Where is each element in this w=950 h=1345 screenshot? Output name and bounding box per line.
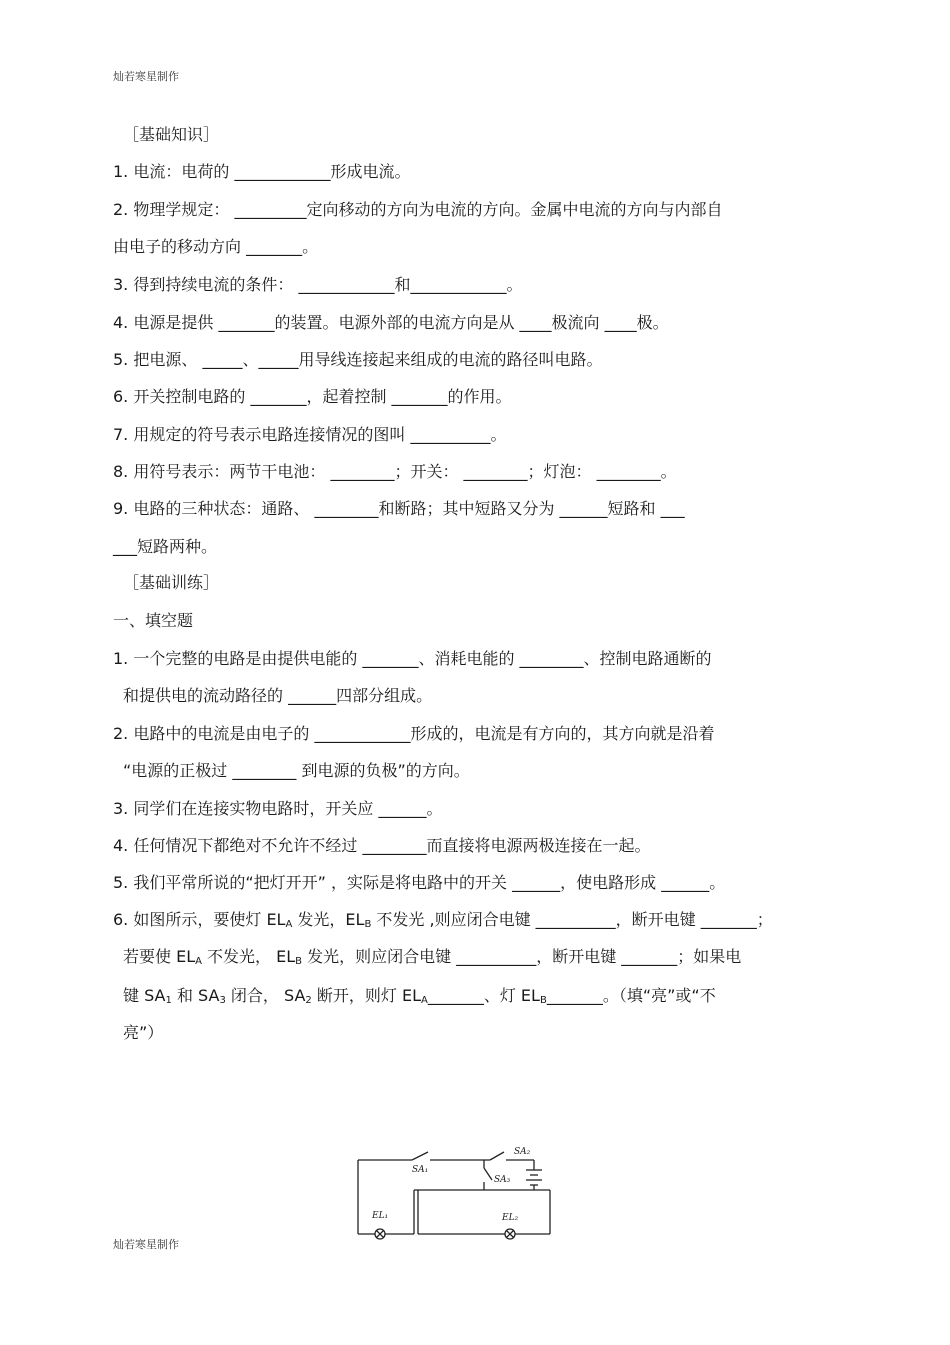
q6-text: 发光，EL: [292, 910, 365, 929]
subscript: A: [195, 956, 202, 967]
knowledge-line-8: 8. 用符号表示：两节干电池： ________；开关： ________；灯泡： ________。: [113, 462, 677, 481]
knowledge-line-6: 6. 开关控制电路的 _______，起着控制 _______的作用。: [113, 387, 512, 406]
page-footer: 灿若寒星制作: [113, 1238, 179, 1251]
switch-sa2-label: SA₂: [514, 1147, 531, 1157]
q6-line-1: [113, 910, 773, 935]
knowledge-line-1: 1. 电流：电荷的 ____________形成电流。: [113, 162, 411, 181]
switch-sa1-label: SA₁: [412, 1165, 429, 1175]
subscript: A: [420, 995, 428, 1006]
training-line-1-cont: 和提供电的流动路径的 ______四部分组成。: [123, 686, 433, 705]
switch-sa3-label: SA₃: [494, 1175, 511, 1185]
knowledge-line-3: 3. 得到持续电流的条件： ____________和____________。: [113, 275, 523, 294]
knowledge-line-2-cont: 由电子的移动方向 _______。: [113, 237, 319, 256]
lamp-el2-label: EL₂: [502, 1213, 519, 1223]
q6-line-3: [123, 986, 716, 1011]
section-basic-training: ［基础训练］: [123, 573, 220, 592]
q6-text: _______。（填“亮”或“不: [546, 986, 716, 1005]
subscript: B: [364, 919, 372, 930]
knowledge-line-9-cont: ___短路两种。: [113, 537, 218, 556]
q6-text: 和 SA: [171, 986, 220, 1005]
training-line-2-cont: “电源的正极过 ________ 到电源的负极”的方向。: [123, 761, 470, 780]
q6-text: 闭合， SA: [225, 986, 306, 1005]
knowledge-line-7: 7. 用规定的符号表示电路连接情况的图叫 __________。: [113, 425, 507, 444]
q6-text: 键 SA: [123, 986, 166, 1005]
lamp-el1-label: EL₁: [372, 1211, 389, 1221]
q6-text: 断开，则灯 EL: [311, 986, 421, 1005]
q6-line-4: 亮”）: [123, 1023, 164, 1042]
q6-text: 6. 如图所示，要使灯 EL: [113, 910, 286, 929]
subscript: 2: [305, 995, 312, 1006]
section-basic-knowledge: ［基础知识］: [123, 125, 220, 144]
subscript: 3: [219, 995, 226, 1006]
q6-text: 不发光 ,则应闭合电键 __________，断开电键 _______；: [371, 910, 773, 929]
training-line-1: 1. 一个完整的电路是由提供电能的 _______、消耗电能的 ________、控制电路通断的: [113, 649, 712, 668]
page-header: 灿若寒星制作: [113, 70, 179, 83]
training-line-2: 2. 电路中的电流是由电子的 ____________形成的，电流是有方向的，其方向就是沿着: [113, 724, 715, 743]
subscript: B: [539, 995, 547, 1006]
knowledge-line-2: 2. 物理学规定： _________定向移动的方向为电流的方向。金属中电流的方向与内部自: [113, 200, 723, 219]
section-fill-blank: 一、填空题: [113, 611, 194, 630]
q6-text: 若要使 EL: [123, 947, 196, 966]
knowledge-line-9: 9. 电路的三种状态：通路、 ________和断路；其中短路又分为 ______短路和 ___: [113, 499, 685, 518]
q6-text: 发光，则应闭合电键 __________，断开电键 _______；如果电: [302, 947, 742, 966]
q6-line-2: [123, 947, 741, 972]
knowledge-line-5: 5. 把电源、 _____、_____用导线连接起来组成的电流的路径叫电路。: [113, 350, 603, 369]
q6-text: 不发光， EL: [201, 947, 296, 966]
knowledge-line-4: 4. 电源是提供 _______的装置。电源外部的电流方向是从 ____极流向 ____极。: [113, 313, 669, 332]
circuit-diagram: [352, 1142, 562, 1242]
subscript: 1: [165, 995, 172, 1006]
subscript: A: [285, 919, 293, 930]
q6-text: _______、灯 EL: [427, 986, 540, 1005]
training-line-5: 5. 我们平常所说的“把灯开开” ，实际是将电路中的开关 ______，使电路形成 ______。: [113, 873, 726, 892]
training-line-3: 3. 同学们在连接实物电路时，开关应 ______。: [113, 799, 443, 818]
training-line-4: 4. 任何情况下都绝对不允许不经过 ________而直接将电源两极连接在一起。: [113, 836, 651, 855]
subscript: B: [295, 956, 303, 967]
